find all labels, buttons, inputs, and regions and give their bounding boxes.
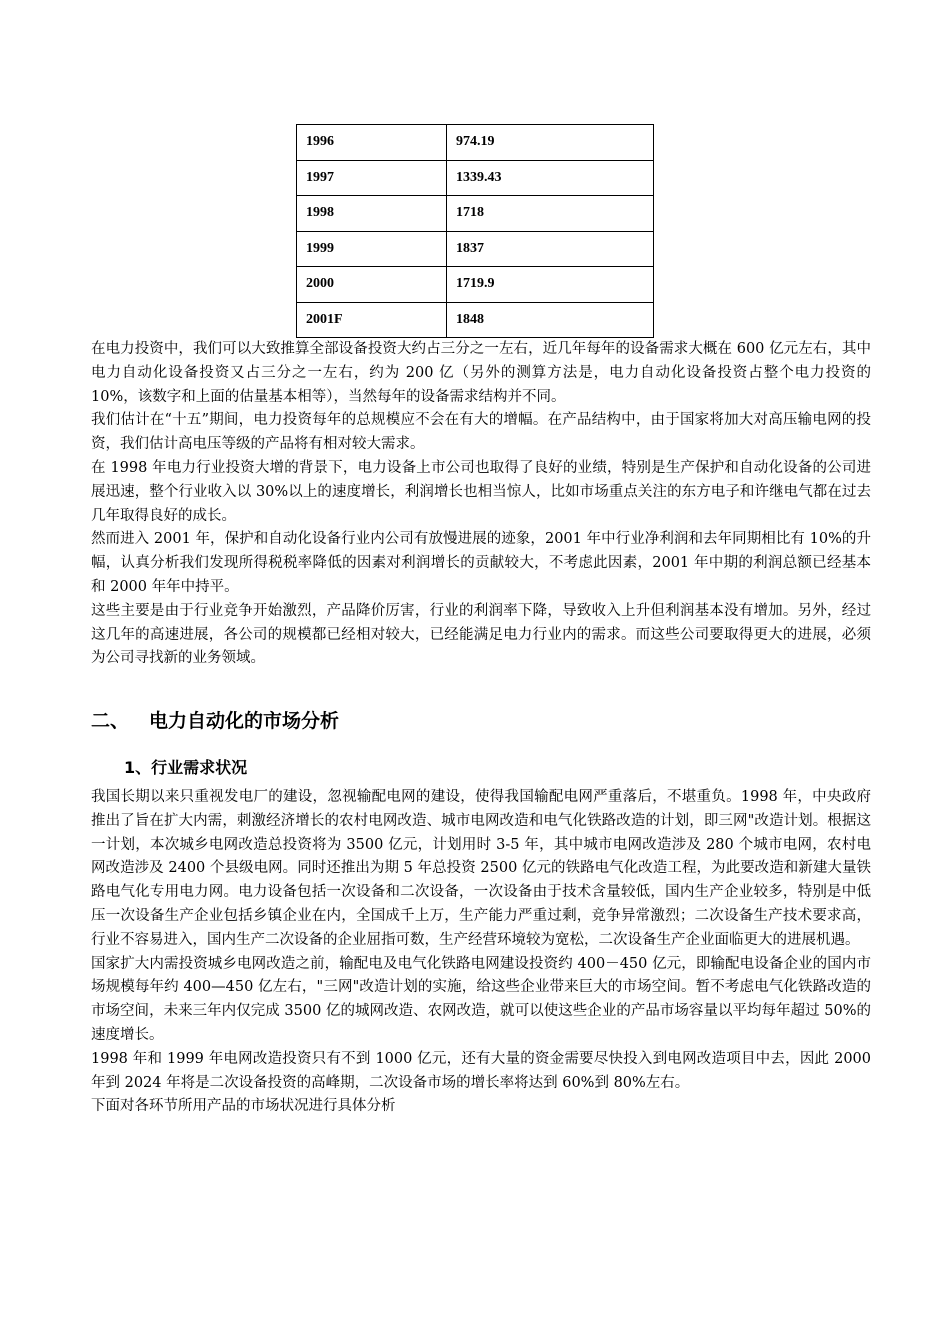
table-row	[297, 160, 654, 196]
paragraph: 然而进入 2001 年，保护和自动化设备行业内公司有放慢进展的迹象，2001 年中行业净利润和去年同期相比有 10%的升幅，认真分析我们发现所得税税率降低的因素对利润增长的贡献较大，不考虑此因素，2001 年中期的利润总额已经基本和 2000 年年中持平。	[91, 531, 871, 595]
paragraph: 下面对各环节所用产品的市场状况进行具体分析	[91, 1098, 396, 1115]
investment-table	[296, 124, 654, 338]
table-row	[297, 267, 654, 303]
paragraph: 在电力投资中，我们可以大致推算全部设备投资大约占三分之一左右，近几年每年的设备需求大概在 600 亿元左右，其中电力自动化设备投资又占三分之一左右，约为 200 亿（另外的测算方法是，电力自动化设备投资占整个电力投资的 10%，该数字和上面的估量基本相等），当然每年的设备需求结构并不同。	[91, 341, 871, 405]
table-row	[297, 302, 654, 338]
section2-body	[91, 786, 871, 1119]
table-cell-value: 1848	[447, 302, 654, 338]
paragraph: 在 1998 年电力行业投资大增的背景下，电力设备上市公司也取得了良好的业绩，特别是生产保护和自动化设备的公司进展迅速，整个行业收入以 30%以上的速度增长，利润增长也相当惊人，比如市场重点关注的东方电子和许继电气都在过去几年取得良好的成长。	[91, 459, 871, 524]
paragraph: 1998 年和 1999 年电网改造投资只有不到 1000 亿元，还有大量的资金需要尽快投入到电网改造项目中去，因此 2000 年到 2024 年将是二次设备投资的高峰期，二次设备市场的增长率将达到 60%到 80%左右。	[91, 1050, 871, 1091]
table-cell-year: 1997	[297, 160, 447, 196]
section-heading	[91, 707, 339, 735]
section-heading-title: 电力自动化的市场分析	[149, 710, 340, 732]
table-cell-year: 2001F	[297, 302, 447, 338]
paragraph: 国家扩大内需投资城乡电网改造之前，输配电及电气化铁路电网建设投资约 400－450 亿元，即输配电设备企业的国内市场规模每年约 400—450 亿左右，"三网"改造计划的实施，给这些企业带来巨大的市场空间。暂不考虑电气化铁路改造的市场空间，未来三年内仅完成 3500 亿的城网改造、农网改造，就可以使这些企业的产品市场容量以平均每年超过 50%的速度增长。	[91, 955, 871, 1043]
table-row	[297, 231, 654, 267]
table-cell-year: 2000	[297, 267, 447, 303]
table-cell-value: 974.19	[447, 125, 654, 161]
table-cell-value: 1718	[447, 196, 654, 232]
table-cell-value: 1837	[447, 231, 654, 267]
table-cell-value: 1719.9	[447, 267, 654, 303]
paragraph: 我们估计在“十五”期间，电力投资每年的总规模应不会在有大的增幅。在产品结构中，由于国家将加大对高压输电网的投资，我们估计高电压等级的产品将有相对较大需求。	[91, 412, 871, 453]
table-row	[297, 196, 654, 232]
paragraph: 我国长期以来只重视发电厂的建设，忽视输配电网的建设，使得我国输配电网严重落后，不堪重负。1998 年，中央政府推出了旨在扩大内需，刺激经济增长的农村电网改造、城市电网改造和电气化铁路改造的计划，即三网"改造计划。根据这一计划，本次城乡电网改造总投资将为 3500 亿元，计划用时 3-5 年，其中城市电网改造涉及 280 个城市电网，农村电网改造涉及 2400 个县级电网。同时还推出为期 5 年总投资 2500 亿元的铁路电气化改造工程，为此要改造和新建大量铁路电气化专用电力网。电力设备包括一次设备和二次设备，一次设备由于技术含量较低，国内生产企业较多，特别是中低压一次设备生产企业包括乡镇企业在内，全国成千上万，生产能力严重过剩，竞争异常激烈；二次设备生产技术要求高，行业不容易进入，国内生产二次设备的企业屈指可数，生产经营环境较为宽松，二次设备生产企业面临更大的进展机遇。	[91, 789, 871, 948]
table-cell-value: 1339.43	[447, 160, 654, 196]
table-cell-year: 1999	[297, 231, 447, 267]
table-cell-year: 1998	[297, 196, 447, 232]
table-cell-year: 1996	[297, 125, 447, 161]
paragraph: 这些主要是由于行业竞争开始激烈，产品降价厉害，行业的利润率下降，导致收入上升但利润基本没有增加。另外，经过这几年的高速进展，各公司的规模都已经相对较大，已经能满足电力行业内的需求。而这些公司要取得更大的进展，必须为公司寻找新的业务领域。	[91, 602, 871, 667]
section-heading-number: 二、	[91, 710, 130, 732]
table-row	[297, 125, 654, 161]
section1-body	[91, 338, 871, 671]
subsection-heading: 1、行业需求状况	[124, 758, 248, 777]
